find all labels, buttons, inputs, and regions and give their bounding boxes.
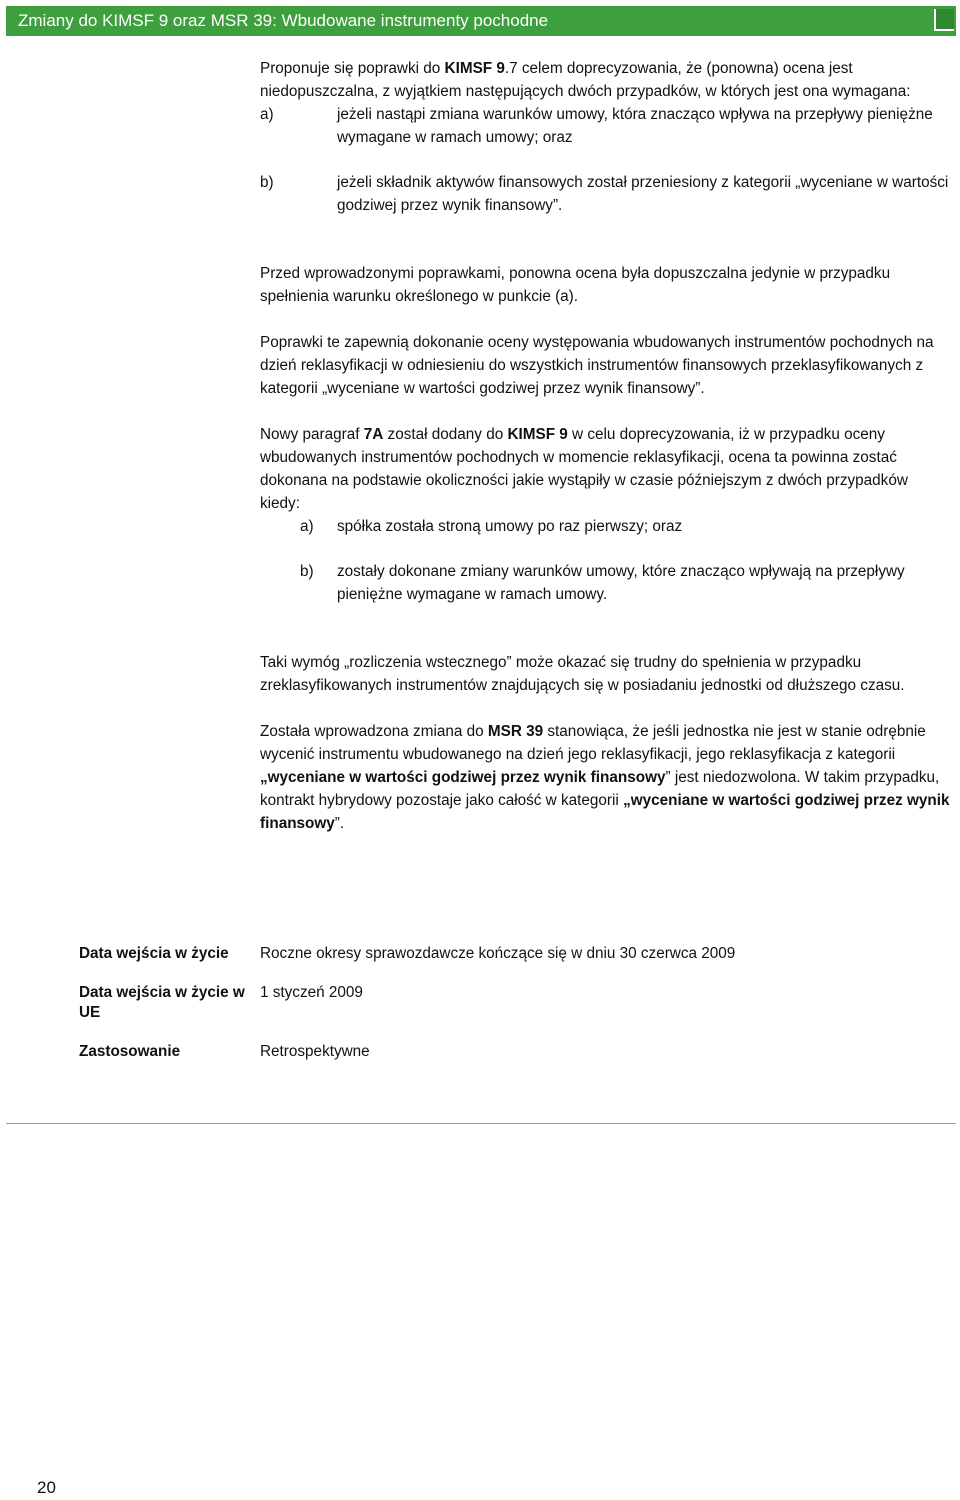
para6-bold-category-1: „wyceniane w wartości godziwej przez wynik finansowy bbox=[260, 769, 666, 786]
info-value: Retrospektywne bbox=[260, 1043, 370, 1060]
para4-bold-7a: 7A bbox=[363, 426, 384, 443]
para6-text-2: stanowiąca, że jeśli jednostka nie jest w stanie odrębnie wycenić instrumentu wbudowanego na dzień jego reklasyfikacji, jego reklasyfikacja z kategorii bbox=[260, 723, 926, 763]
case-item-a bbox=[260, 103, 950, 149]
case-letter: b) bbox=[260, 174, 274, 191]
info-value: Roczne okresy sprawozdawcze kończące się w dniu 30 czerwca 2009 bbox=[260, 945, 736, 962]
when-case-text: zostały dokonane zmiany warunków umowy, które znacząco wpływają na przepływy pieniężne wymagane w ramach umowy. bbox=[337, 563, 905, 603]
footer-divider bbox=[6, 1123, 956, 1124]
case-text: jeżeli składnik aktywów finansowych został przeniesiony z kategorii „wyceniane w wartości godziwej przez wynik finansowy”. bbox=[337, 174, 949, 214]
info-row-eu-effective-date bbox=[79, 983, 949, 1023]
paragraph-new-7a bbox=[260, 423, 950, 515]
paragraph-msr39-change bbox=[260, 720, 950, 835]
para6-text-3: ” jest niedozwolona. W takim przypadku, kontrakt hybrydowy pozostaje jako całość w kategorii bbox=[260, 769, 940, 809]
info-label: Data wejścia w życie bbox=[79, 945, 229, 962]
intro-text-1: Proponuje się poprawki do bbox=[260, 60, 445, 77]
para6-text-4: ”. bbox=[334, 815, 345, 832]
para6-text-1: Została wprowadzona zmiana do bbox=[260, 723, 488, 740]
section-title: Zmiany do KIMSF 9 oraz MSR 39: Wbudowane instrumenty pochodne bbox=[18, 11, 549, 30]
info-label: Data wejścia w życie w UE bbox=[79, 984, 245, 1021]
header-corner-mark bbox=[934, 9, 954, 31]
when-case-letter: b) bbox=[300, 563, 314, 580]
effective-date-table bbox=[79, 944, 949, 1081]
intro-bold-kimsf: KIMSF 9 bbox=[444, 60, 505, 77]
when-case-a bbox=[300, 515, 950, 538]
paragraph-amendment-effect: Poprawki te zapewnią dokonanie oceny występowania wbudowanych instrumentów pochodnych na dzień reklasyfikacji w odniesieniu do wszystkich instrumentów finansowych przeklasyfikowanych z kategorii „wyceniane w wartości godziwej przez wynik finansowy”. bbox=[260, 334, 934, 397]
para4-bold-kimsf: KIMSF 9 bbox=[507, 426, 568, 443]
paragraph-prior-rule: Przed wprowadzonymi poprawkami, ponowna ocena była dopuszczalna jedynie w przypadku spełnienia warunku określonego w punkcie (a). bbox=[260, 265, 891, 305]
para6-bold-category-2: „wyceniane w wartości godziwej przez wynik finansowy bbox=[260, 792, 950, 832]
main-content bbox=[260, 57, 950, 835]
info-label: Zastosowanie bbox=[79, 1043, 181, 1060]
paragraph-retrospective-requirement: Taki wymóg „rozliczenia wstecznego” może okazać się trudny do spełnienia w przypadku zreklasyfikowanych instrumentów znajdujących się w posiadaniu jednostki od dłuższego czasu. bbox=[260, 654, 905, 694]
when-cases-list bbox=[300, 515, 950, 606]
intro-paragraph bbox=[260, 57, 950, 103]
info-value: 1 styczeń 2009 bbox=[260, 984, 363, 1001]
para6-bold-msr39: MSR 39 bbox=[487, 723, 544, 740]
case-letter: a) bbox=[260, 106, 274, 123]
para4-text-1: Nowy paragraf bbox=[260, 426, 364, 443]
when-case-letter: a) bbox=[300, 518, 314, 535]
when-case-b bbox=[300, 560, 950, 606]
case-item-b bbox=[260, 171, 950, 217]
info-row-effective-date bbox=[79, 944, 949, 964]
intro-text-2: .7 celem doprecyzowania, że (ponowna) ocena jest niedopuszczalna, z wyjątkiem następujących dwóch przypadków, w których jest ona wymagana: bbox=[260, 60, 911, 100]
page-number: 20 bbox=[37, 1478, 56, 1497]
para4-text-3: w celu doprecyzowania, iż w przypadku oceny wbudowanych instrumentów pochodnych w momencie reklasyfikacji, ocena ta powinna zostać dokonana na podstawie okoliczności jakie wystąpiły w czasie późniejszym z dwóch przypadków kiedy: bbox=[260, 426, 908, 512]
case-text: jeżeli nastąpi zmiana warunków umowy, która znacząco wpływa na przepływy pieniężne wymagane w ramach umowy; oraz bbox=[337, 106, 933, 146]
section-header-bar bbox=[6, 6, 956, 36]
para4-text-2: został dodany do bbox=[383, 426, 508, 443]
info-row-application bbox=[79, 1042, 949, 1062]
when-case-text: spółka została stroną umowy po raz pierwszy; oraz bbox=[337, 518, 683, 535]
